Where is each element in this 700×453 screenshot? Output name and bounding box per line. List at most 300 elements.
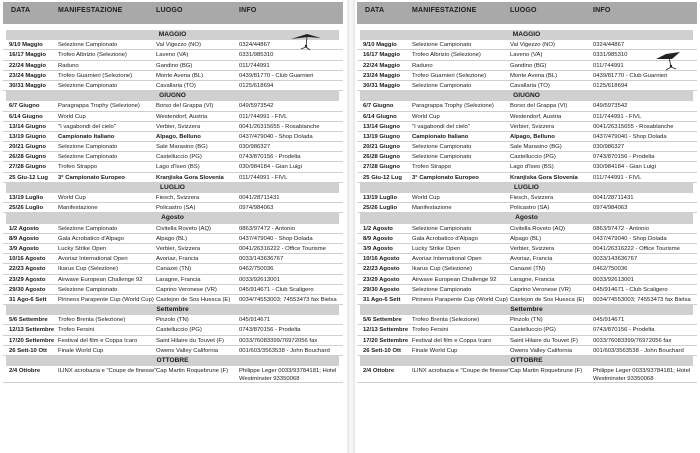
event-info	[239, 40, 270, 50]
event-info	[593, 295, 691, 305]
event-info-line: 001/603/3563538 - John Bouchard	[239, 347, 330, 354]
event-info	[593, 40, 624, 50]
event-name: Pirineos Parapente Cup (World Cup)	[58, 296, 154, 303]
event-info-line: 0743/870156 - Prodelta	[593, 154, 655, 161]
event-place: Verbier, Svizzera	[510, 123, 555, 130]
event-info-line: 0033/76083399/76972056 fax	[239, 337, 318, 344]
event-place: Avoriaz, Francia	[156, 256, 199, 263]
event-date: 22/24 Maggio	[363, 62, 400, 69]
event-info-line: 011/744991 - FIVL	[239, 113, 288, 120]
event-info-line: 0743/870156 - Prodelta	[593, 327, 655, 334]
column-header-event: MANIFESTAZIONE	[412, 7, 477, 14]
event-date: 23/29 Agosto	[9, 276, 46, 283]
event-info	[239, 122, 320, 132]
event-info-line: 030/984184 - Gian Luigi	[593, 164, 656, 171]
event-info	[239, 336, 317, 346]
event-place: Lago d'Iseo (BS)	[156, 164, 200, 171]
month-header: Agosto	[6, 213, 339, 223]
event-date: 13/19 Luglio	[9, 195, 44, 201]
event-place: Castelluccio (PG)	[510, 327, 556, 334]
event-place: Fiesch, Svizzera	[510, 195, 554, 201]
event-date: 6/14 Giugno	[9, 113, 43, 120]
event-date: 10/16 Agosto	[363, 256, 400, 263]
event-row	[3, 336, 343, 346]
event-row	[357, 152, 697, 162]
event-name: Trofeo Strappo	[412, 164, 452, 171]
event-row	[357, 40, 697, 50]
column-header-date: DATA	[365, 7, 385, 14]
event-name: Festival del film e Coppa Icaro	[58, 337, 138, 344]
column-header	[357, 2, 697, 24]
event-info	[239, 152, 301, 162]
event-row	[357, 142, 697, 152]
event-info-line: 0437/479040 - Shop Dolada	[593, 133, 667, 140]
event-place: Laragne, Francia	[156, 276, 201, 283]
event-name: Campionato Italiano	[58, 133, 115, 140]
event-place: Val Vigezzo (NO)	[156, 42, 201, 49]
event-info-line: 0974/984063	[239, 205, 274, 212]
event-row	[3, 101, 343, 111]
event-date: 13/19 Giugno	[363, 133, 400, 140]
event-row	[357, 50, 697, 60]
event-info-line: 0033/143636767	[239, 256, 284, 263]
event-row	[3, 234, 343, 244]
event-place: Fiesch, Svizzera	[156, 195, 200, 201]
event-info	[593, 193, 634, 203]
event-place: Kranjiska Gora Slovenia	[510, 174, 578, 181]
event-info	[239, 234, 313, 244]
event-name: Avoriaz International Open	[58, 256, 128, 263]
event-info	[239, 346, 330, 356]
event-date: 27/28 Giugno	[9, 164, 46, 171]
event-row	[3, 224, 343, 234]
event-date: 20/21 Giugno	[363, 144, 400, 151]
event-place: Sale Marasino (BG)	[510, 144, 562, 151]
column-header-place: LUOGO	[156, 7, 183, 14]
event-info-line: 0863/97472 - Antonio	[239, 225, 296, 232]
event-row	[357, 203, 697, 213]
event-info	[239, 285, 314, 295]
event-row	[3, 254, 343, 264]
event-info-line: 0743/870156 - Prodelta	[239, 327, 301, 334]
event-info-line: 0974/984063	[593, 205, 628, 212]
event-place: Verbier, Svizzera	[156, 245, 201, 252]
event-date: 5/6 Settembre	[9, 317, 48, 324]
event-info	[239, 325, 301, 335]
event-date: 9/10 Maggio	[363, 42, 397, 49]
event-info-line: 030/986327	[239, 144, 271, 151]
column-header-event: MANIFESTAZIONE	[58, 7, 123, 14]
event-date: 8/9 Agosto	[363, 235, 393, 242]
event-date: 12/13 Settembre	[9, 327, 55, 334]
event-info-line: Philippe Leger 0033/93784181; Hotel	[239, 367, 337, 374]
event-info	[593, 173, 641, 183]
event-info	[239, 173, 287, 183]
event-info-line: 0041/28711431	[593, 195, 634, 201]
event-info-line: 0125/618694	[593, 82, 628, 89]
event-name: Ikarus Cup (Selezione)	[58, 266, 118, 273]
event-date: 31 Ago-6 Sett	[9, 296, 47, 303]
event-place: Cap Martin Roquebrune (F)	[156, 368, 229, 375]
event-info-line: Westminster 93350068	[239, 376, 300, 383]
event-info	[239, 101, 273, 111]
event-place: Castejon de Sos Huesca (E)	[156, 296, 231, 303]
event-place: Canazei (TN)	[156, 266, 192, 273]
event-info	[593, 162, 656, 172]
event-info	[239, 254, 283, 264]
event-date: 25/26 Luglio	[363, 205, 398, 212]
event-place: Gandino (BG)	[510, 62, 547, 69]
event-name: Ikarus Cup (Selezione)	[412, 266, 472, 273]
event-row	[3, 71, 343, 81]
event-row	[3, 264, 343, 274]
event-info-line: 0324/44867	[593, 42, 625, 49]
event-row	[357, 122, 697, 132]
event-place: Laragne, Francia	[510, 276, 555, 283]
event-date: 6/14 Giugno	[363, 113, 397, 120]
event-place: Monte Avena (BL)	[510, 72, 558, 79]
event-row	[3, 152, 343, 162]
event-place: Cavallaria (TO)	[156, 82, 196, 89]
event-info	[239, 61, 270, 71]
event-row	[3, 193, 343, 203]
event-place: Policastro (SA)	[510, 205, 550, 212]
event-info-line: 045/914671	[593, 317, 625, 324]
event-name: Trofeo Strappo	[58, 164, 98, 171]
event-info-line: 011/744991 - FIVL	[593, 113, 642, 120]
event-date: 22/23 Agosto	[9, 266, 46, 273]
event-info	[593, 275, 634, 285]
event-place: Pinzolo (TN)	[510, 317, 543, 324]
event-date: 2/4 Ottobre	[9, 368, 41, 375]
event-date: 17/20 Settembre	[363, 337, 409, 344]
event-row	[357, 132, 697, 142]
event-info	[593, 244, 680, 254]
event-name: Gala Acrobatico d'Alpago	[58, 235, 124, 242]
event-row	[3, 295, 343, 305]
month-header: MAGGIO	[6, 30, 339, 40]
event-date: 16/17 Maggio	[363, 52, 400, 59]
event-date: 9/10 Maggio	[9, 42, 43, 49]
event-info-line: 011/744991 - FIVL	[593, 174, 642, 181]
event-date: 29/30 Agosto	[363, 286, 400, 293]
event-info-line: 0033/92613001	[239, 276, 280, 283]
hang-glider-icon	[652, 50, 686, 78]
event-place: Laveno (VA)	[156, 52, 189, 59]
event-info-line: 0033/92613001	[593, 276, 634, 283]
event-date: 20/21 Giugno	[9, 144, 46, 151]
event-info	[239, 224, 295, 234]
event-info	[593, 132, 667, 142]
event-row	[357, 366, 697, 383]
event-date: 13/14 Giugno	[9, 123, 46, 130]
event-name: Trofeo Albrizio (Selezione)	[58, 52, 127, 59]
event-place: Avoriaz, Francia	[510, 256, 553, 263]
event-name: "I vagabondi del cielo"	[58, 123, 116, 130]
event-date: 16/17 Maggio	[9, 52, 46, 59]
event-date: 22/24 Maggio	[9, 62, 46, 69]
event-place: Val Vigezzo (NO)	[510, 42, 555, 49]
event-place: Laveno (VA)	[510, 52, 543, 59]
event-row	[3, 112, 343, 122]
event-info-line: 0041/26315655 - Rosablanche	[239, 123, 320, 130]
event-name: Selezione Campionato	[58, 144, 118, 151]
event-name: Selezione Campionato	[412, 82, 472, 89]
event-place: Castejon de Sos Huesca (E)	[510, 296, 585, 303]
event-place: Gandino (BG)	[156, 62, 193, 69]
event-row	[3, 173, 343, 183]
event-date: 25 Giu-12 Lug	[9, 174, 48, 181]
event-info-line: 011/744991 - FIVL	[239, 174, 288, 181]
event-date: 3/9 Agosto	[363, 245, 393, 252]
event-info	[239, 132, 313, 142]
event-info-line: Westminster 93350068	[593, 376, 654, 383]
event-row	[3, 366, 343, 383]
event-row	[357, 173, 697, 183]
event-info	[239, 162, 302, 172]
event-date: 26 Sett-10 Ott	[363, 347, 401, 354]
event-row	[3, 315, 343, 325]
event-row	[357, 264, 697, 274]
event-info	[593, 142, 624, 152]
event-info	[239, 264, 273, 274]
event-info-line: 045/914671	[239, 317, 271, 324]
event-row	[357, 295, 697, 305]
event-info-line: 0125/618694	[239, 82, 274, 89]
month-header: LUGLIO	[360, 183, 693, 193]
event-row	[357, 193, 697, 203]
event-row	[357, 162, 697, 172]
event-info-line: 0034/74553003; 74553473 fax Bielsa	[239, 296, 337, 303]
event-date: 13/19 Giugno	[9, 133, 46, 140]
event-place: Borso del Grappa (VI)	[510, 103, 568, 110]
event-name: Selezione Campionato	[412, 225, 472, 232]
event-info	[593, 122, 674, 132]
event-name: Trofeo Guarnieri (Selezione)	[58, 72, 133, 79]
event-info	[239, 50, 273, 60]
event-row	[357, 315, 697, 325]
event-info	[593, 203, 627, 213]
calendar-rows	[3, 30, 343, 383]
event-info-line: 049/5973542	[593, 103, 628, 110]
event-name: Lucky Strike Open	[412, 245, 461, 252]
event-name: Manifestazione	[58, 205, 98, 212]
event-info	[593, 81, 627, 91]
event-info-line: 0437/479040 - Shop Dolada	[593, 235, 667, 242]
event-place: Borso del Grappa (VI)	[156, 103, 214, 110]
event-name: "I vagabondi del cielo"	[412, 123, 470, 130]
event-place: Caprino Veronese (VR)	[510, 286, 571, 293]
event-info	[593, 152, 655, 162]
event-row	[3, 142, 343, 152]
event-info	[593, 224, 649, 234]
event-name: Selezione Campionato	[412, 42, 472, 49]
event-place: Verbier, Svizzera	[510, 245, 555, 252]
event-name: World Cup	[412, 113, 440, 120]
event-name: Airwave European Challenge 92	[58, 276, 143, 283]
event-row	[3, 122, 343, 132]
event-info-line: 0034/74553003; 74553473 fax Bielsa	[593, 296, 691, 303]
event-place: Cavallaria (TO)	[510, 82, 550, 89]
page-gutter	[347, 0, 355, 453]
event-info	[593, 315, 624, 325]
event-row	[3, 275, 343, 285]
event-info	[593, 366, 690, 383]
column-header-info: INFO	[239, 7, 257, 14]
event-info	[239, 315, 270, 325]
calendar-rows	[357, 30, 697, 383]
event-place: Owens Valley California	[510, 347, 573, 354]
event-name: Selezione Campionato	[412, 154, 472, 161]
event-date: 17/20 Settembre	[9, 337, 55, 344]
event-info	[593, 101, 627, 111]
event-date: 1/2 Agosto	[9, 225, 39, 232]
calendar-page-right	[357, 0, 697, 453]
event-info-line: 0743/870156 - Prodelta	[239, 154, 301, 161]
event-info	[239, 81, 273, 91]
month-header: GIUGNO	[360, 91, 693, 101]
event-info	[593, 50, 627, 60]
event-place: Alpago, Belluno	[510, 133, 555, 140]
month-header: Agosto	[360, 213, 693, 223]
event-name: Finale World Cup	[58, 347, 104, 354]
event-row	[3, 81, 343, 91]
event-place: Saint Hilaire du Touvet (F)	[156, 337, 224, 344]
event-date: 26/28 Giugno	[363, 154, 400, 161]
event-date: 26/28 Giugno	[9, 154, 46, 161]
event-name: Selezione Campionato	[412, 286, 472, 293]
event-name: Raduno	[412, 62, 433, 69]
event-info-line: 0437/479040 - Shop Dolada	[239, 235, 313, 242]
event-info	[239, 142, 270, 152]
event-row	[357, 336, 697, 346]
event-row	[3, 285, 343, 295]
event-date: 22/23 Agosto	[363, 266, 400, 273]
event-info-line: 030/986327	[593, 144, 625, 151]
event-info	[593, 264, 627, 274]
event-row	[357, 285, 697, 295]
event-name: Pirineos Parapente Cup (World Cup)	[412, 296, 508, 303]
event-name: Selezione Campionato	[58, 42, 118, 49]
event-date: 8/9 Agosto	[9, 235, 39, 242]
event-place: Verbier, Svizzera	[156, 123, 201, 130]
event-date: 2/4 Ottobre	[363, 368, 395, 375]
event-row	[357, 224, 697, 234]
event-row	[357, 81, 697, 91]
event-info	[593, 325, 655, 335]
event-row	[3, 346, 343, 356]
event-name: Selezione Campionato	[412, 144, 472, 151]
event-date: 3/9 Agosto	[9, 245, 39, 252]
event-place: Kranjiska Gora Slovenia	[156, 174, 224, 181]
event-date: 10/16 Agosto	[9, 256, 46, 263]
event-name: Finale World Cup	[412, 347, 458, 354]
event-name: Trofeo Fersini	[412, 327, 449, 334]
event-row	[3, 325, 343, 335]
event-info	[593, 254, 637, 264]
event-info-line: 049/5973542	[239, 103, 274, 110]
event-name: Raduno	[58, 62, 79, 69]
event-place: Canazei (TN)	[510, 266, 546, 273]
event-row	[357, 244, 697, 254]
event-info-line: 011/744991	[593, 62, 624, 69]
event-name: World Cup	[58, 195, 86, 201]
event-info-line: 0041/26316222 - Office Tourisme	[593, 245, 680, 252]
event-date: 25 Giu-12 Lug	[363, 174, 402, 181]
event-date: 27/28 Giugno	[363, 164, 400, 171]
event-row	[357, 254, 697, 264]
event-info	[593, 336, 671, 346]
event-name: Trofeo Guarnieri (Selezione)	[412, 72, 487, 79]
event-name: World Cup	[58, 113, 86, 120]
event-info-line: 001/603/3563538 - John Bouchard	[593, 347, 684, 354]
event-info-line: 011/744991	[239, 62, 270, 69]
event-row	[357, 325, 697, 335]
event-date: 6/7 Giugno	[9, 103, 40, 110]
event-name: ILINX acrobazia e "Coupe de finesse"	[58, 368, 157, 375]
month-header: Settembre	[360, 305, 693, 315]
event-name: World Cup	[412, 195, 440, 201]
event-row	[357, 275, 697, 285]
event-name: Avoriaz International Open	[412, 256, 482, 263]
event-row	[3, 203, 343, 213]
event-place: Monte Avena (BL)	[156, 72, 204, 79]
event-info	[239, 193, 280, 203]
event-name: Manifestazione	[412, 205, 452, 212]
event-place: Alpago (BL)	[156, 235, 188, 242]
event-info-line: 0041/26315655 - Rosablanche	[593, 123, 674, 130]
event-date: 23/24 Maggio	[9, 72, 46, 79]
event-place: Caprino Veronese (VR)	[156, 286, 217, 293]
calendar-page-left	[3, 0, 343, 453]
event-place: Civitella Roveto (AQ)	[510, 225, 565, 232]
event-place: Castelluccio (PG)	[156, 154, 202, 161]
event-date: 31 Ago-6 Sett	[363, 296, 401, 303]
column-header-date: DATA	[11, 7, 31, 14]
event-place: Alpago (BL)	[510, 235, 542, 242]
event-row	[3, 61, 343, 71]
event-info-line: 0439/81770 - Club Guarnieri	[239, 72, 314, 79]
event-place: Owens Valley California	[156, 347, 219, 354]
event-name: Paragrappa Trophy (Selezione)	[412, 103, 494, 110]
event-name: Trofeo Albrizio (Selezione)	[412, 52, 481, 59]
event-row	[3, 162, 343, 172]
event-place: Castelluccio (PG)	[510, 154, 556, 161]
event-info-line: 0863/97472 - Antonio	[593, 225, 650, 232]
event-name: Selezione Campionato	[58, 82, 118, 89]
event-name: 3° Campionato Europeo	[58, 174, 125, 181]
event-info-line: 0439/81770 - Club Guarnieri	[593, 72, 668, 79]
event-info	[239, 203, 273, 213]
event-date: 12/13 Settembre	[363, 327, 409, 334]
event-info	[593, 112, 641, 122]
event-date: 13/19 Luglio	[363, 195, 398, 201]
event-date: 5/6 Settembre	[363, 317, 402, 324]
event-name: Selezione Campionato	[58, 286, 118, 293]
month-header: LUGLIO	[6, 183, 339, 193]
event-place: Castelluccio (PG)	[156, 327, 202, 334]
event-info	[239, 295, 337, 305]
event-date: 6/7 Giugno	[363, 103, 394, 110]
event-date: 29/30 Agosto	[9, 286, 46, 293]
event-row	[357, 71, 697, 81]
event-row	[357, 61, 697, 71]
event-date: 30/31 Maggio	[363, 82, 400, 89]
event-info-line: 0331/985310	[239, 52, 274, 59]
event-place: Lago d'Iseo (BS)	[510, 164, 554, 171]
event-info	[593, 61, 624, 71]
event-info	[239, 366, 336, 383]
